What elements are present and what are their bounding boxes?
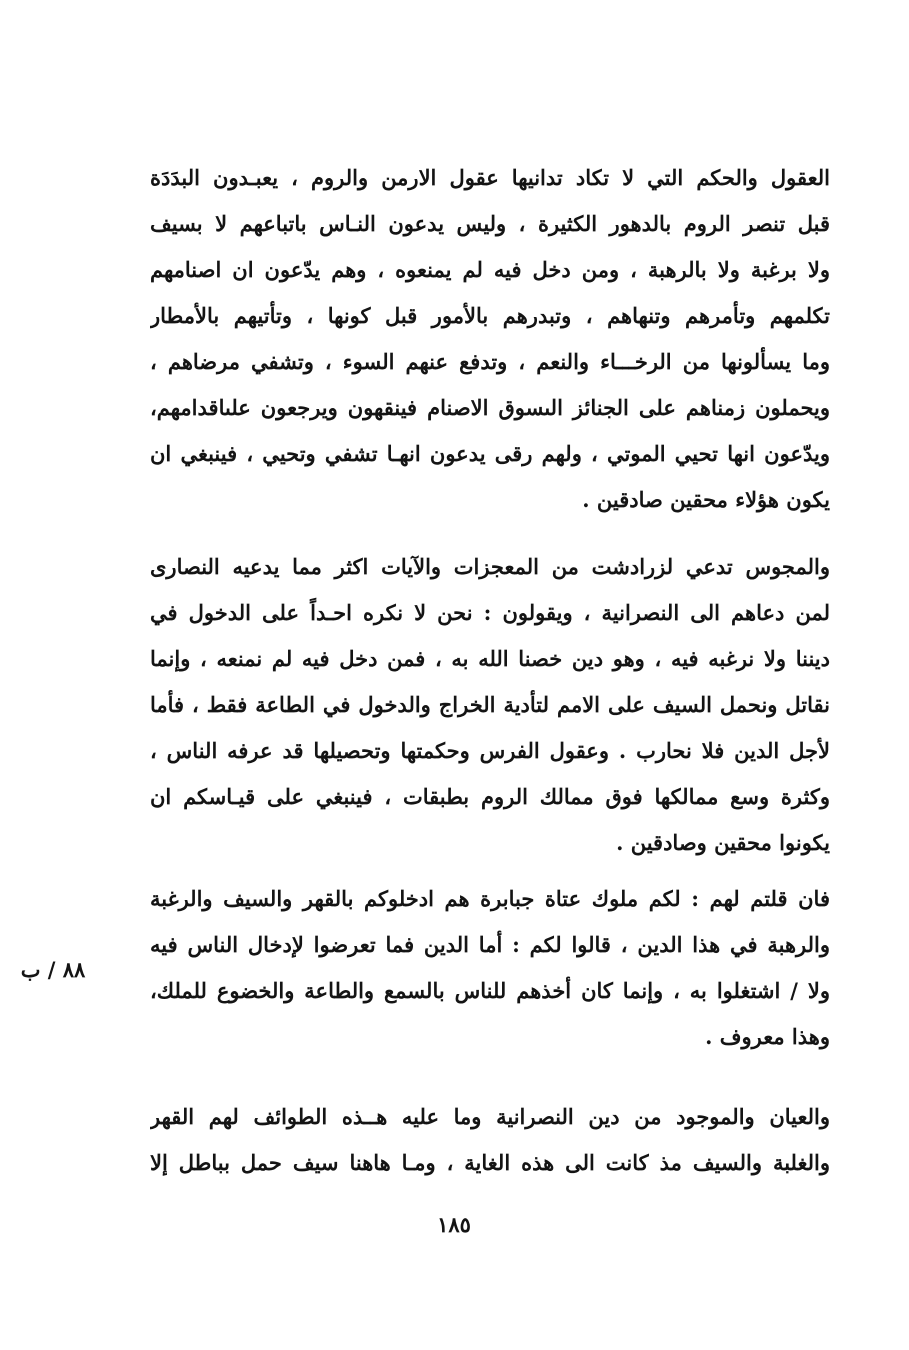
text-line: ويدّعون انها تحيي الموتي ، ولهم رقى يدعون انهـا تشفي وتحيي ، فينبغي ان [150, 441, 830, 466]
folio-margin-note: ٨٨ / ب [20, 957, 86, 982]
text-line: ديننا ولا نرغبه فيه ، وهو دين خصنا الله به ، فمن دخل فيه لم نمنعه ، وإنما [150, 646, 830, 671]
text-line: ويحملون زمناهم على الجنائز الىسوق الاصنام فينقهون ويرجعون علىاقدامهم، [150, 395, 830, 420]
text-line: نقاتل ونحمل السيف على الامم لتأدية الخراج والدخول في الطاعة فقط ، فأما [150, 692, 830, 717]
text-line: والغلبة والسيف مذ كانت الى هذه الغاية ، ومـا هاهنا سيف حمل بباطل إلا [150, 1150, 830, 1175]
text-line: وما يسألونها من الرخـــاء والنعم ، وتدفع عنهم السوء ، وتشفي مرضاهم ، [150, 349, 830, 374]
text-line: قبل تنصر الروم بالدهور الكثيرة ، وليس يدعون النـاس باتباعهم لا بسيف [150, 211, 830, 236]
text-line: فان قلتم لهم : لكم ملوك عتاة جبابرة هم ادخلوكم بالقهر والسيف والرغبة [150, 886, 830, 911]
text-line: ولا / اشتغلوا به ، وإنما كان أخذهم للناس بالسمع والطاعة والخضوع للملك، [150, 978, 830, 1003]
paragraph-2 [150, 544, 830, 866]
text-line: العقول والحكم التي لا تكاد تدانيها عقول الارمن والروم ، يعبـدون البدَدَة [150, 165, 830, 190]
text-line: وكثرة وسع ممالكها فوق ممالك الروم بطبقات ، فينبغي على قيـاسكم ان [150, 784, 830, 809]
paragraph-3 [150, 876, 830, 1060]
text-line: وهذا معروف . [705, 1024, 830, 1049]
text-line: والرهبة في هذا الدين ، قالوا لكم : أما الدين فما تعرضوا لإدخال الناس فيه [150, 932, 830, 957]
page-number: ١٨٥ [437, 1212, 471, 1237]
text-line: لمن دعاهم الى النصرانية ، ويقولون : نحن لا نكره احـداً على الدخول في [150, 600, 830, 625]
paragraph-1 [150, 155, 830, 523]
text-line: تكلمهم وتأمرهم وتنهاهم ، وتبدرهم بالأمور قبل كونها ، وتأتيهم بالأمطار [150, 303, 830, 328]
text-line: ولا برغبة ولا بالرهبة ، ومن دخل فيه لم يمنعوه ، وهم يدّعون ان اصنامهم [150, 257, 830, 282]
text-line: لأجل الدين فلا نحارب . وعقول الفرس وحكمتها وتحصيلها قد عرفه الناس ، [150, 738, 830, 763]
text-line: والعيان والموجود من دين النصرانية وما عليه هــذه الطوائف لهم القهر [150, 1104, 830, 1129]
text-line: يكون هؤلاء محقين صادقين . [582, 487, 830, 512]
text-line: والمجوس تدعي لزرادشت من المعجزات والآيات اكثر مما يدعيه النصارى [150, 554, 830, 579]
paragraph-4 [150, 1094, 830, 1186]
text-line: يكونوا محقين وصادقين . [616, 830, 830, 855]
